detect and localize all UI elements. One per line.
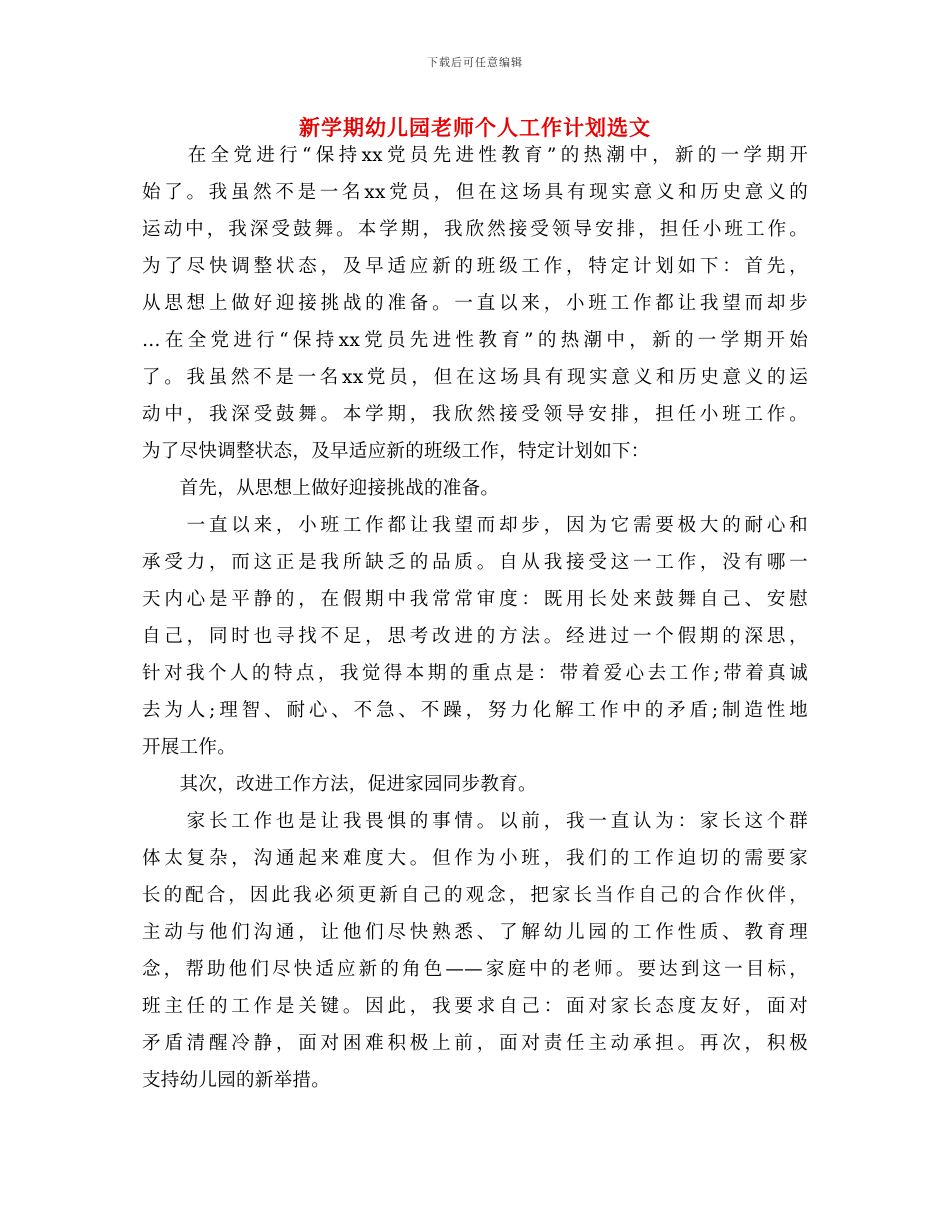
document-body [142, 137, 808, 1099]
text-line: 去为人;理智、耐心、不急、不躁，努力化解工作中的矛盾;制造性地 [142, 700, 808, 721]
text-line: 了。我虽然不是一名xx党员，但在这场具有现实意义和历史意义的运 [142, 367, 808, 388]
document-title: 新学期幼儿园老师个人工作计划选文 [299, 115, 651, 140]
text-line: 在全党进行“保持xx党员先进性教育”的热潮中，新的一学期开 [142, 145, 808, 166]
text-line: 开展工作。 [142, 737, 237, 758]
text-line: 长的配合，因此我必须更新自己的观念，把家长当作自己的合作伙伴， [142, 885, 808, 906]
text-line: 承受力，而这正是我所缺乏的品质。自从我接受这一工作，没有哪一 [142, 552, 808, 573]
text-line: 为了尽快调整状态，及早适应新的班级工作，特定计划如下： [142, 441, 650, 462]
text-line: 针对我个人的特点，我觉得本期的重点是：带着爱心去工作;带着真诚 [142, 663, 808, 684]
text-line: …在全党进行“保持xx党员先进性教育”的热潮中，新的一学期开始 [142, 330, 808, 351]
text-line: 主动与他们沟通，让他们尽快熟悉、了解幼儿园的工作性质、教育理 [142, 922, 808, 943]
text-line: 自己，同时也寻找不足，思考改进的方法。经进过一个假期的深思， [142, 626, 808, 647]
text-line: 首先，从思想上做好迎接挑战的准备。 [142, 478, 500, 499]
text-line: 天内心是平静的，在假期中我常常审度：既用长处来鼓舞自己、安慰 [142, 589, 808, 610]
text-line: 动中，我深受鼓舞。本学期，我欣然接受领导安排，担任小班工作。 [142, 404, 808, 425]
text-line: 矛盾清醒冷静，面对困难积极上前，面对责任主动承担。再次，积极 [142, 1033, 808, 1054]
text-line: 家长工作也是让我畏惧的事情。以前，我一直认为：家长这个群 [142, 811, 808, 832]
text-line: 运动中，我深受鼓舞。本学期，我欣然接受领导安排，担任小班工作。 [142, 219, 808, 240]
text-line: 念，帮助他们尽快适应新的角色——家庭中的老师。要达到这一目标， [142, 959, 808, 980]
header-note: 下载后可任意编辑 [427, 56, 523, 69]
text-line: 为了尽快调整状态，及早适应新的班级工作，特定计划如下：首先， [142, 256, 808, 277]
text-line: 其次，改进工作方法，促进家园同步教育。 [142, 774, 537, 795]
text-line: 始了。我虽然不是一名xx党员，但在这场具有现实意义和历史意义的 [142, 182, 808, 203]
text-line: 支持幼儿园的新举措。 [142, 1070, 331, 1091]
text-line: 从思想上做好迎接挑战的准备。一直以来，小班工作都让我望而却步 [142, 293, 808, 314]
text-line: 体太复杂，沟通起来难度大。但作为小班，我们的工作迫切的需要家 [142, 848, 808, 869]
text-line: 一直以来，小班工作都让我望而却步，因为它需要极大的耐心和 [142, 515, 808, 536]
text-line: 班主任的工作是关键。因此，我要求自己：面对家长态度友好，面对 [142, 996, 808, 1017]
